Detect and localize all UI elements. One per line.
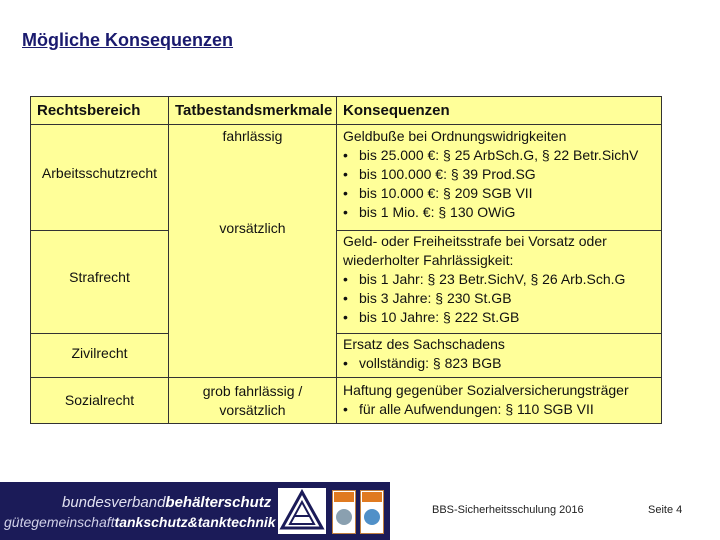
konsequenz-bullet: • bis 3 Jahre: § 230 St.GB: [343, 289, 625, 308]
logo-mark-icon: [278, 488, 326, 534]
rechtsbereich-zivilrecht: Zivilrecht: [71, 345, 128, 361]
konsequenz-bullet: • bis 1 Jahr: § 23 Betr.SichV, § 26 Arb.Sch.G: [343, 270, 625, 289]
consequences-table: [30, 96, 662, 424]
divider: [31, 333, 168, 334]
konsequenz-bullet: • bis 1 Mio. €: § 130 OWiG: [343, 203, 638, 222]
logo-text-bold: behälterschutz: [165, 494, 272, 511]
konsequenz-haftung: [343, 381, 629, 419]
tatbestand-vorsaetzlich: vorsätzlich: [219, 220, 286, 236]
footer-event: BBS-Sicherheitsschulung 2016: [432, 504, 584, 516]
konsequenz-bullet: • vollständig: § 823 BGB: [343, 354, 505, 373]
konsequenz-sachschaden: [343, 335, 505, 373]
konsequenz-heading: Ersatz des Sachschadens: [343, 336, 505, 352]
konsequenz-bullet: • für alle Aufwendungen: § 110 SGB VII: [343, 400, 629, 419]
rechtsbereich-strafrecht: Strafrecht: [69, 269, 130, 285]
logo-text: gütegemeinschaft: [4, 514, 115, 530]
rechtsbereich-arbeitsschutz: Arbeitsschutzrecht: [41, 165, 158, 181]
divider: [31, 230, 168, 231]
header-rechtsbereich: Rechtsbereich: [31, 97, 169, 124]
tatbestand-fahrlaessig: fahrlässig: [222, 128, 283, 144]
tatbestand-grob-line2: vorsätzlich: [219, 402, 286, 418]
logo-text: bundesverband: [62, 494, 166, 511]
header-konsequenzen: Konsequenzen: [337, 97, 661, 124]
divider: [31, 124, 661, 125]
header-tatbestand: Tatbestandsmerkmale: [169, 97, 337, 124]
divider: [336, 97, 337, 423]
konsequenz-bullet: • bis 10 Jahre: § 222 St.GB: [343, 308, 625, 327]
logo-line1: [62, 494, 271, 511]
divider: [336, 333, 661, 334]
konsequenz-heading: Geld- oder Freiheitsstrafe bei Vorsatz oder: [343, 233, 607, 249]
ral-seal-icon: [332, 490, 356, 534]
konsequenz-heading: Geldbuße bei Ordnungswidrigkeiten: [343, 128, 567, 144]
logo-line2: [4, 514, 276, 530]
footer-page-number: Seite 4: [648, 504, 683, 516]
konsequenz-heading: Haftung gegenüber Sozialversicherungsträger: [343, 382, 629, 398]
divider: [31, 377, 661, 378]
konsequenz-bullet: • bis 25.000 €: § 25 ArbSch.G, § 22 Betr.SichV: [343, 146, 638, 165]
konsequenz-geldbusse: [343, 127, 638, 222]
konsequenz-bullet: • bis 10.000 €: § 209 SGB VII: [343, 184, 638, 203]
divider: [336, 230, 661, 231]
ral-seal-icon: [360, 490, 384, 534]
footer: [0, 482, 720, 540]
organization-logo: [0, 482, 390, 540]
konsequenz-strafe: [343, 232, 625, 327]
tatbestand-grob: [169, 382, 336, 420]
page-title: Mögliche Konsequenzen: [22, 30, 234, 50]
konsequenz-heading: wiederholter Fahrlässigkeit:: [343, 252, 514, 268]
konsequenz-bullet: • bis 100.000 €: § 39 Prod.SG: [343, 165, 638, 184]
divider: [168, 97, 169, 423]
logo-text-bold: tankschutz&tanktechnik: [114, 514, 276, 530]
tatbestand-grob-line1: grob fahrlässig /: [202, 383, 303, 399]
rechtsbereich-sozialrecht: Sozialrecht: [64, 392, 135, 408]
